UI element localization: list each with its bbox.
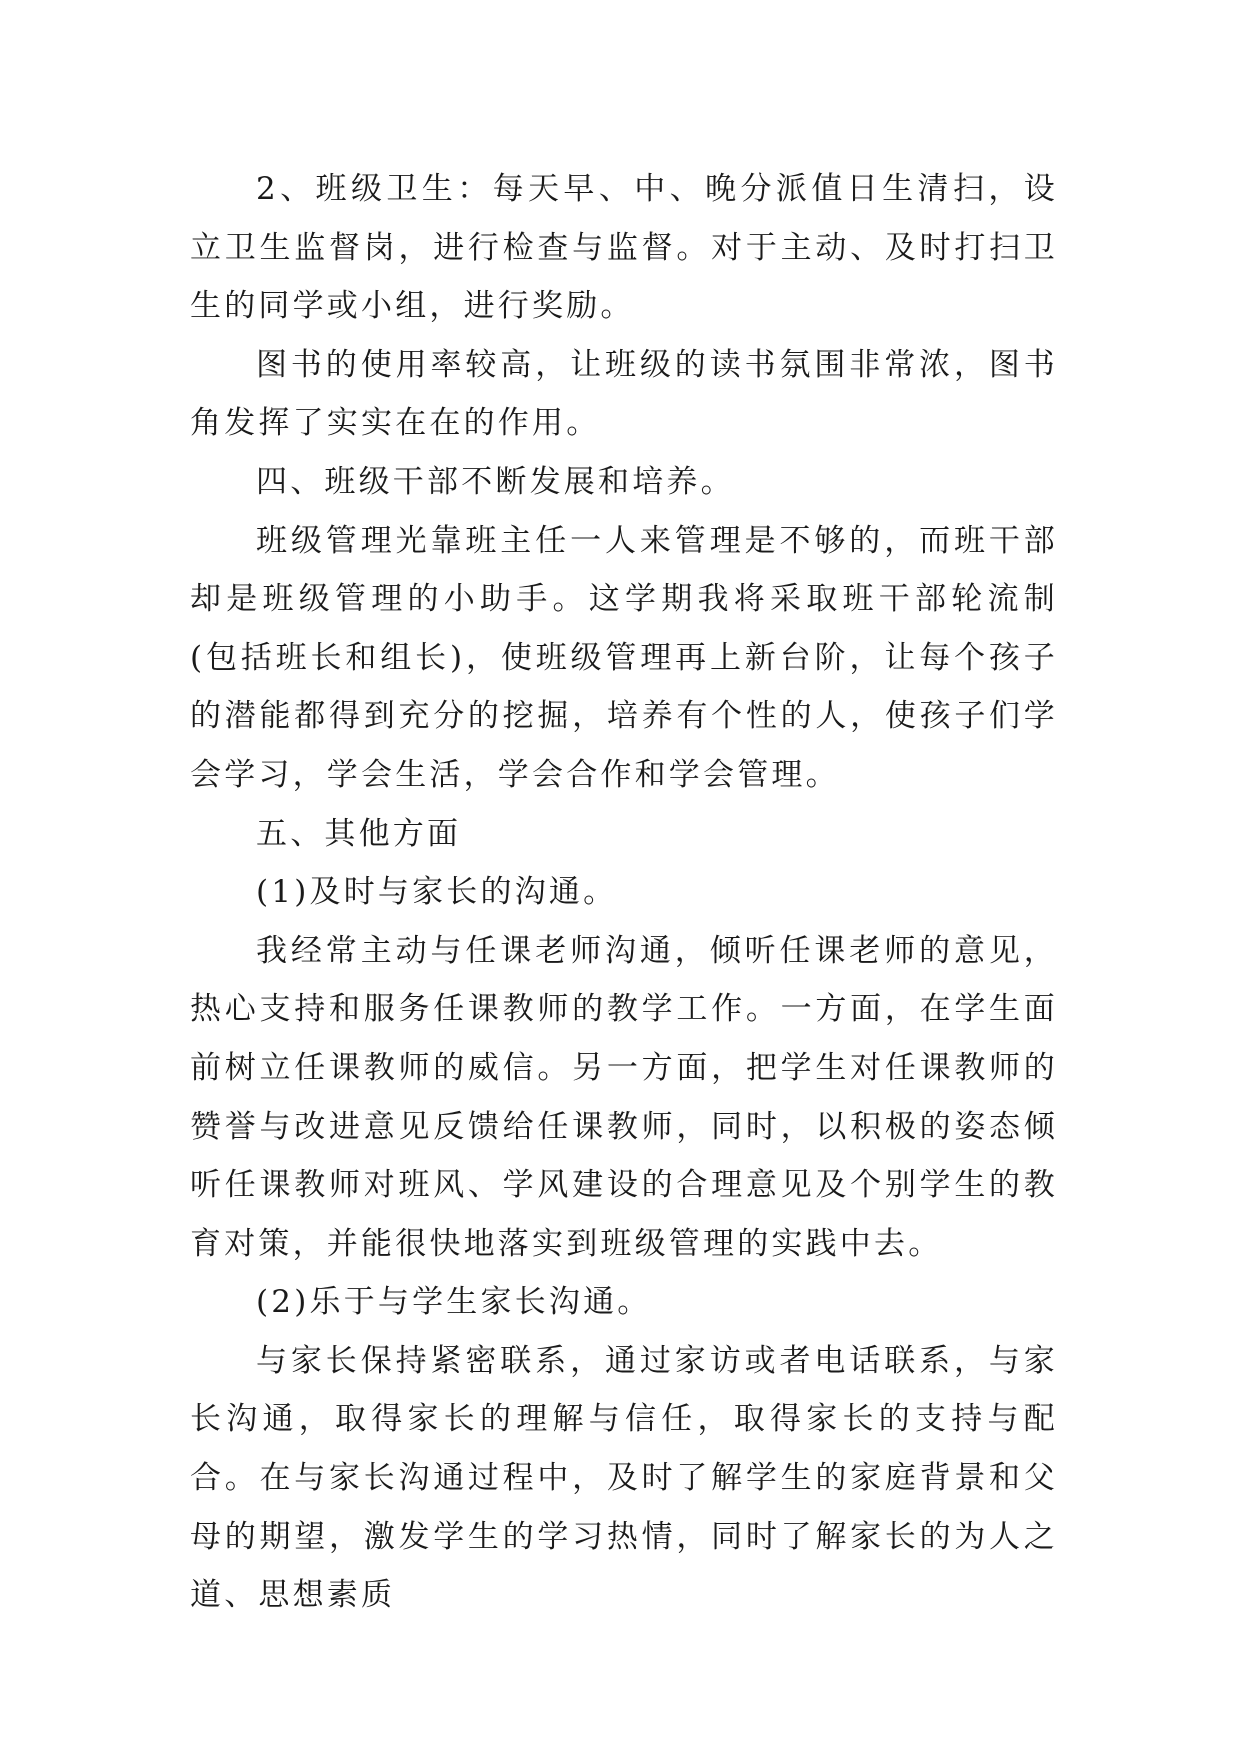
paragraph-parent-contact: 与家长保持紧密联系，通过家访或者电话联系，与家长沟通，取得家长的理解与信任，取得家长的支持与配合。在与家长沟通过程中，及时了解学生的家庭背景和父母的期望，激发学生的学习热情，同时了解家长的为人之道、思想素质	[190, 1342, 1058, 1614]
section-heading-other-aspects: 五、其他方面	[256, 815, 462, 852]
paragraph-class-hygiene: 2、班级卫生：每天早、中、晚分派值日生清扫，设立卫生监督岗，进行检查与监督。对于主动、及时打扫卫生的同学或小组，进行奖励。	[190, 171, 1058, 325]
paragraph-teacher-communication: 我经常主动与任课老师沟通，倾听任课老师的意见，热心支持和服务任课教师的教学工作。一方面，在学生面前树立任课教师的威信。另一方面，把学生对任课教师的赞誉与改进意见反馈给任课教师，同时，以积极的姿态倾听任课教师对班风、学风建设的合理意见及个别学生的教育对策，并能很快地落实到班级管理的实践中去。	[190, 932, 1058, 1262]
subheading-willing-parent-communication: (2)乐于与学生家长沟通。	[256, 1284, 652, 1321]
section-heading-class-cadres: 四、班级干部不断发展和培养。	[256, 463, 735, 500]
document-body	[190, 160, 1058, 1625]
paragraph-book-corner: 图书的使用率较高，让班级的读书氛围非常浓，图书角发挥了实实在在的作用。	[190, 346, 1058, 442]
paragraph-class-cadres: 班级管理光靠班主任一人来管理是不够的，而班干部却是班级管理的小助手。这学期我将采取班干部轮流制(包括班长和组长)，使班级管理再上新台阶，让每个孩子的潜能都得到充分的挖掘，培养有个性的人，使孩子们学会学习，学会生活，学会合作和学会管理。	[190, 522, 1058, 793]
subheading-parent-communication: (1)及时与家长的沟通。	[256, 874, 618, 911]
